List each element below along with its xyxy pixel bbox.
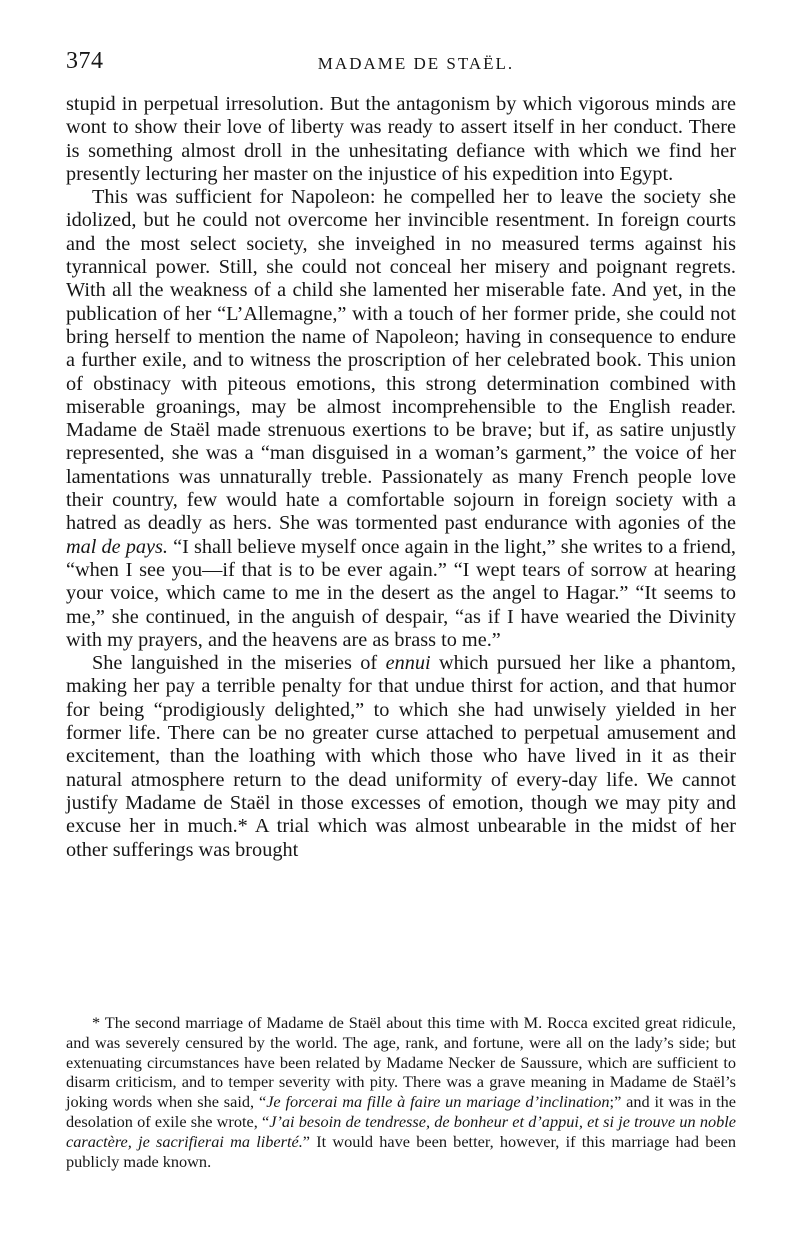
paragraph-2 (66, 186, 736, 652)
paragraph-3 (66, 652, 736, 862)
paragraph-1: stupid in perpetual irresolution. But the antagonism by which vigorous minds are wont to show their love of liberty was ready to assert itself in her conduct. There is something almost droll in the unhesitating defiance with which we find her presently lecturing her master on the injustice of his expedition into Egypt. (66, 93, 736, 185)
footnote-part-b: ;” and it was in the desolation of exile she wrote, “ (66, 1092, 737, 1131)
paragraph-3-part-b: which pursued her like a phantom, making her pay a terrible penalty for that undue thirst for action, and that humor for being “prodigiously delighted,” to which she had unwisely yielded in her former life. There can be no greater curse attached to perpetual amusement and excitement, than the loathing with which those who have lived in it as their natural atmosphere return to the dead uniformity of every-day life. We cannot justify Madame de Staël in those excesses of emotion, though we may pity and excuse her in much.* A trial which was almost unbearable in the midst of her other sufferings was brought (66, 652, 736, 861)
paragraph-2-italic: mal de pays. (66, 535, 168, 558)
paragraph-3-italic: ennui (385, 652, 431, 675)
footnote-part-c: ” It would have been better, however, if this marriage had been publicly made known. (66, 1131, 736, 1171)
paragraph-2-part-a: This was sufficient for Napoleon: he compelled her to leave the society she idolized, but he could not overcome her invincible resentment. In foreign courts and the most select society, she inveighed in no measured terms against his tyrannical power. Still, she could not conceal her misery and poignant regrets. With all the weakness of a child she lamented her miserable fate. And yet, in the publication of her “L’Allemagne,” with a touch of her former pride, she could not bring herself to mention the name of Napoleon; having in consequence to endure a further exile, and to witness the proscription of her celebrated book. This union of obstinacy with piteous emotions, this strong determination combined with miserable groanings, may be almost incomprehensible to the English reader. Madame de Staël made strenuous exertions to be brave; but if, as satire unjustly represented, she was a “man disguised in a woman’s garment,” the voice of her lamentations was unnaturally treble. Passionately as many French people love their country, few would hate a comfortable sojourn in foreign society with a hatred as deadly as hers. She was tormented past endurance with agonies of the (66, 186, 736, 535)
running-head (66, 48, 736, 78)
footnote-part-a: * The second marriage of Madame de Staël about this time with M. Rocca excited great ridicule, and was severely censured by the world. The age, rank, and fortune, were all on the lady’s side; but extenuating circumstances have been related by Madame Necker de Saussure, which are sufficient to disarm criticism, and to temper severity with pity. There was a grave meaning in Madame de Staël’s joking words when she said, “ (66, 1013, 736, 1112)
page-number: 374 (66, 48, 104, 74)
footnote-italic-2: J’ai besoin de tendresse, de bonheur et d’appui, et si je trouve un noble caractère, je sacrifierai ma liberté. (66, 1111, 737, 1151)
paragraph-3-part-a: She languished in the miseries of (92, 652, 378, 675)
running-title: MADAME DE STAËL. (317, 54, 515, 73)
footnote (66, 1013, 736, 1171)
footnote-paragraph (66, 1013, 736, 1171)
footnote-italic-1: Je forcerai ma fille à faire un mariage d’inclination (266, 1092, 610, 1112)
paragraph-2-part-b: “I shall believe myself once again in the light,” she writes to a friend, “when I see you—if that is to be ever again.” “I wept tears of sorrow at hearing your voice, which came to me in the desert as the angel to Hagar.” “It seems to me,” she continued, in the anguish of despair, “as if I have wearied the Divinity with my prayers, and the heavens are as brass to me.” (66, 535, 736, 651)
body-text (66, 93, 736, 862)
